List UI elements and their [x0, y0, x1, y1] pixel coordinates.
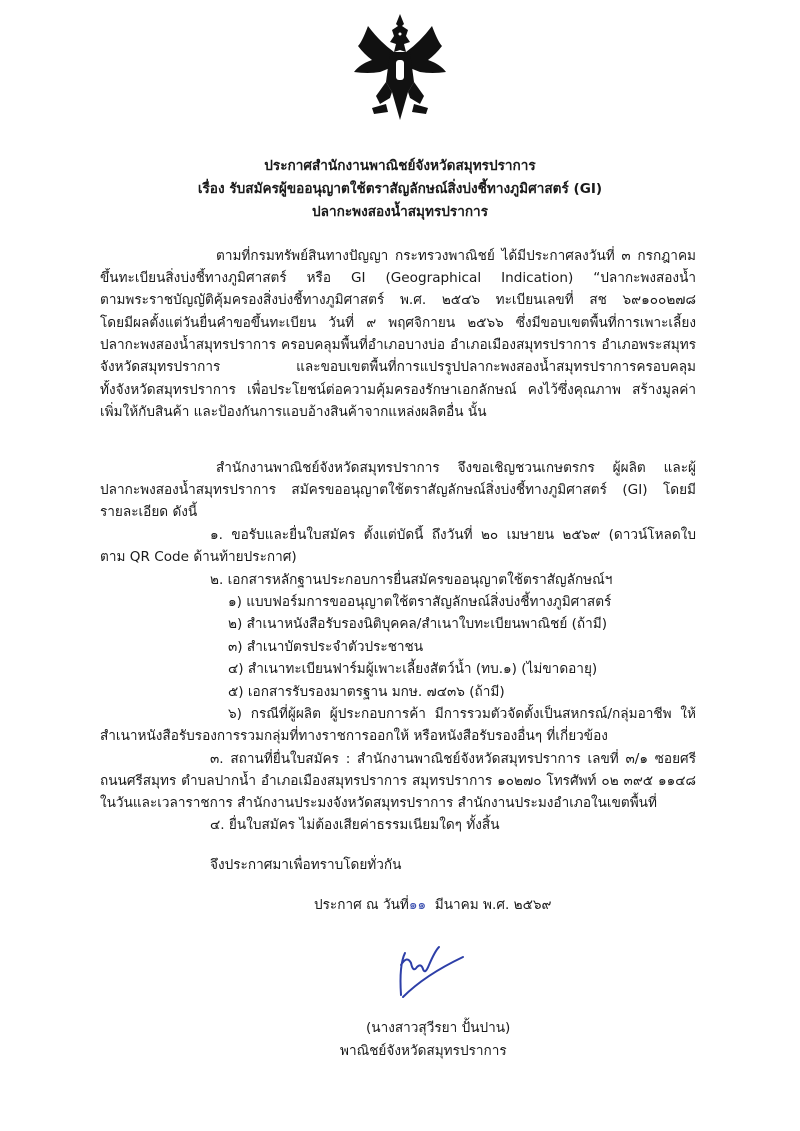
closing-statement: จึงประกาศมาเพื่อทราบโดยทั่วกัน	[210, 857, 402, 873]
item3-line: ถนนศรีสมุทร ตำบลปากน้ำ อำเภอเมืองสมุทรปราการ สมุทรปราการ ๑๐๒๗๐ โทรศัพท์ ๐๒ ๓๙๕ ๑๑๔๘	[100, 773, 696, 789]
signer-position: พาณิชย์จังหวัดสมุทรปราการ	[340, 1043, 507, 1059]
para1-line: ตามพระราชบัญญัติคุ้มครองสิ่งบ่งชี้ทางภูมิศาสตร์ พ.ศ. ๒๕๔๖ ทะเบียนเลขที่ สช ๖๙๑๐๐๒๗๘	[100, 292, 696, 308]
garuda-emblem	[350, 12, 450, 124]
signature	[395, 945, 475, 1000]
signer-name: (นางสาวสุวีรยา ปั้นปาน)	[366, 1020, 511, 1036]
para1-line: ขึ้นทะเบียนสิ่งบ่งชี้ทางภูมิศาสตร์ หรือ GI (Geographical Indication) “ปลากะพงสองน้ำ	[100, 270, 696, 286]
date-prefix: ประกาศ ณ วันที่	[314, 897, 409, 913]
date-day: ๑๑	[408, 897, 427, 913]
item2-title: ๒. เอกสารหลักฐานประกอบการยื่นสมัครขออนุญาตใช้ตราสัญลักษณ์ฯ	[210, 572, 613, 588]
announcement-heading: ประกาศสำนักงานพาณิชย์จังหวัดสมุทรปราการ	[264, 158, 536, 174]
item1-line: ๑. ขอรับและยื่นใบสมัคร ตั้งแต่บัดนี้ ถึงวันที่ ๒๐ เมษายน ๒๕๖๙ (ดาวน์โหลดใบ	[210, 527, 696, 543]
item2-sub: ๒) สำเนาหนังสือรับรองนิติบุคคล/สำเนาใบทะเบียนพาณิชย์ (ถ้ามี)	[228, 616, 608, 632]
announcement-subject: เรื่อง รับสมัครผู้ขออนุญาตใช้ตราสัญลักษณ์สิ่งบ่งชี้ทางภูมิศาสตร์ (GI)	[197, 181, 603, 197]
item2-sub: ๖) กรณีที่ผู้ผลิต ผู้ประกอบการค้า มีการรวมตัวจัดตั้งเป็นสหกรณ์/กลุ่มอาชีพ ให้	[228, 706, 696, 722]
date-suffix: มีนาคม พ.ศ. ๒๕๖๙	[434, 897, 552, 913]
announcement-date	[314, 895, 551, 915]
item1-line: ตาม QR Code ด้านท้ายประกาศ)	[100, 549, 297, 565]
para1-line: ทั้งจังหวัดสมุทรปราการ เพื่อประโยชน์ต่อความคุ้มครองรักษาเอกลักษณ์ คงไว้ซึ่งคุณภาพ สร้างมูลค่า	[100, 382, 696, 398]
item2-sub: ๓) สำเนาบัตรประจำตัวประชาชน	[228, 639, 424, 655]
para1-line: ตามที่กรมทรัพย์สินทางปัญญา กระทรวงพาณิชย์ ได้มีประกาศลงวันที่ ๓ กรกฎาคม	[216, 248, 696, 264]
item2-sub: ๕) เอกสารรับรองมาตรฐาน มกษ. ๗๔๓๖ (ถ้ามี)	[228, 684, 505, 700]
item2-sub: ๑) แบบฟอร์มการขออนุญาตใช้ตราสัญลักษณ์สิ่งบ่งชี้ทางภูมิศาสตร์	[228, 594, 612, 610]
para1-line: เพิ่มให้กับสินค้า และป้องกันการแอบอ้างสินค้าจากแหล่งผลิตอื่น นั้น	[100, 404, 487, 420]
para2-line: ปลากะพงสองน้ำสมุทรปราการ สมัครขออนุญาตใช้ตราสัญลักษณ์สิ่งบ่งชี้ทางภูมิศาสตร์ (GI) โดยมี	[100, 482, 696, 498]
item2-sub: ๔) สำเนาทะเบียนฟาร์มผู้เพาะเลี้ยงสัตว์น้ำ (ทบ.๑) (ไม่ขาดอายุ)	[228, 661, 598, 677]
para1-line: จังหวัดสมุทรปราการ และขอบเขตพื้นที่การแปรรูปปลากะพงสองน้ำสมุทรปราการครอบคลุม	[100, 359, 696, 375]
item3-line: ในวันและเวลาราชการ สำนักงานประมงจังหวัดสมุทรปราการ สำนักงานประมงอำเภอในเขตพื้นที่	[100, 795, 657, 811]
item2-sub: สำเนาหนังสือรับรองการรวมกลุ่มที่ทางราชการออกให้ หรือหนังสือรับรองอื่นๆ ที่เกี่ยวข้อง	[100, 728, 608, 744]
item3-line: ๓. สถานที่ยื่นใบสมัคร : สำนักงานพาณิชย์จังหวัดสมุทรปราการ เลขที่ ๓/๑ ซอยศรี	[210, 751, 696, 767]
para1-line: ปลากะพงสองน้ำสมุทรปราการ ครอบคลุมพื้นที่อำเภอบางบ่อ อำเภอเมืองสมุทรปราการ อำเภอพระสมุทร	[100, 337, 696, 353]
announcement-product: ปลากะพงสองน้ำสมุทรปราการ	[312, 204, 488, 220]
para1-line: โดยมีผลตั้งแต่วันยื่นคำขอขึ้นทะเบียน วันที่ ๙ พฤศจิกายน ๒๕๖๖ ซึ่งมีขอบเขตพื้นที่การเพาะเลี้ยง	[100, 315, 696, 331]
para2-line: รายละเอียด ดังนี้	[100, 504, 198, 520]
para2-line: สำนักงานพาณิชย์จังหวัดสมุทรปราการ จึงขอเชิญชวนเกษตรกร ผู้ผลิต และผู้	[216, 460, 696, 476]
item4: ๔. ยื่นใบสมัคร ไม่ต้องเสียค่าธรรมเนียมใดๆ ทั้งสิ้น	[210, 817, 500, 833]
